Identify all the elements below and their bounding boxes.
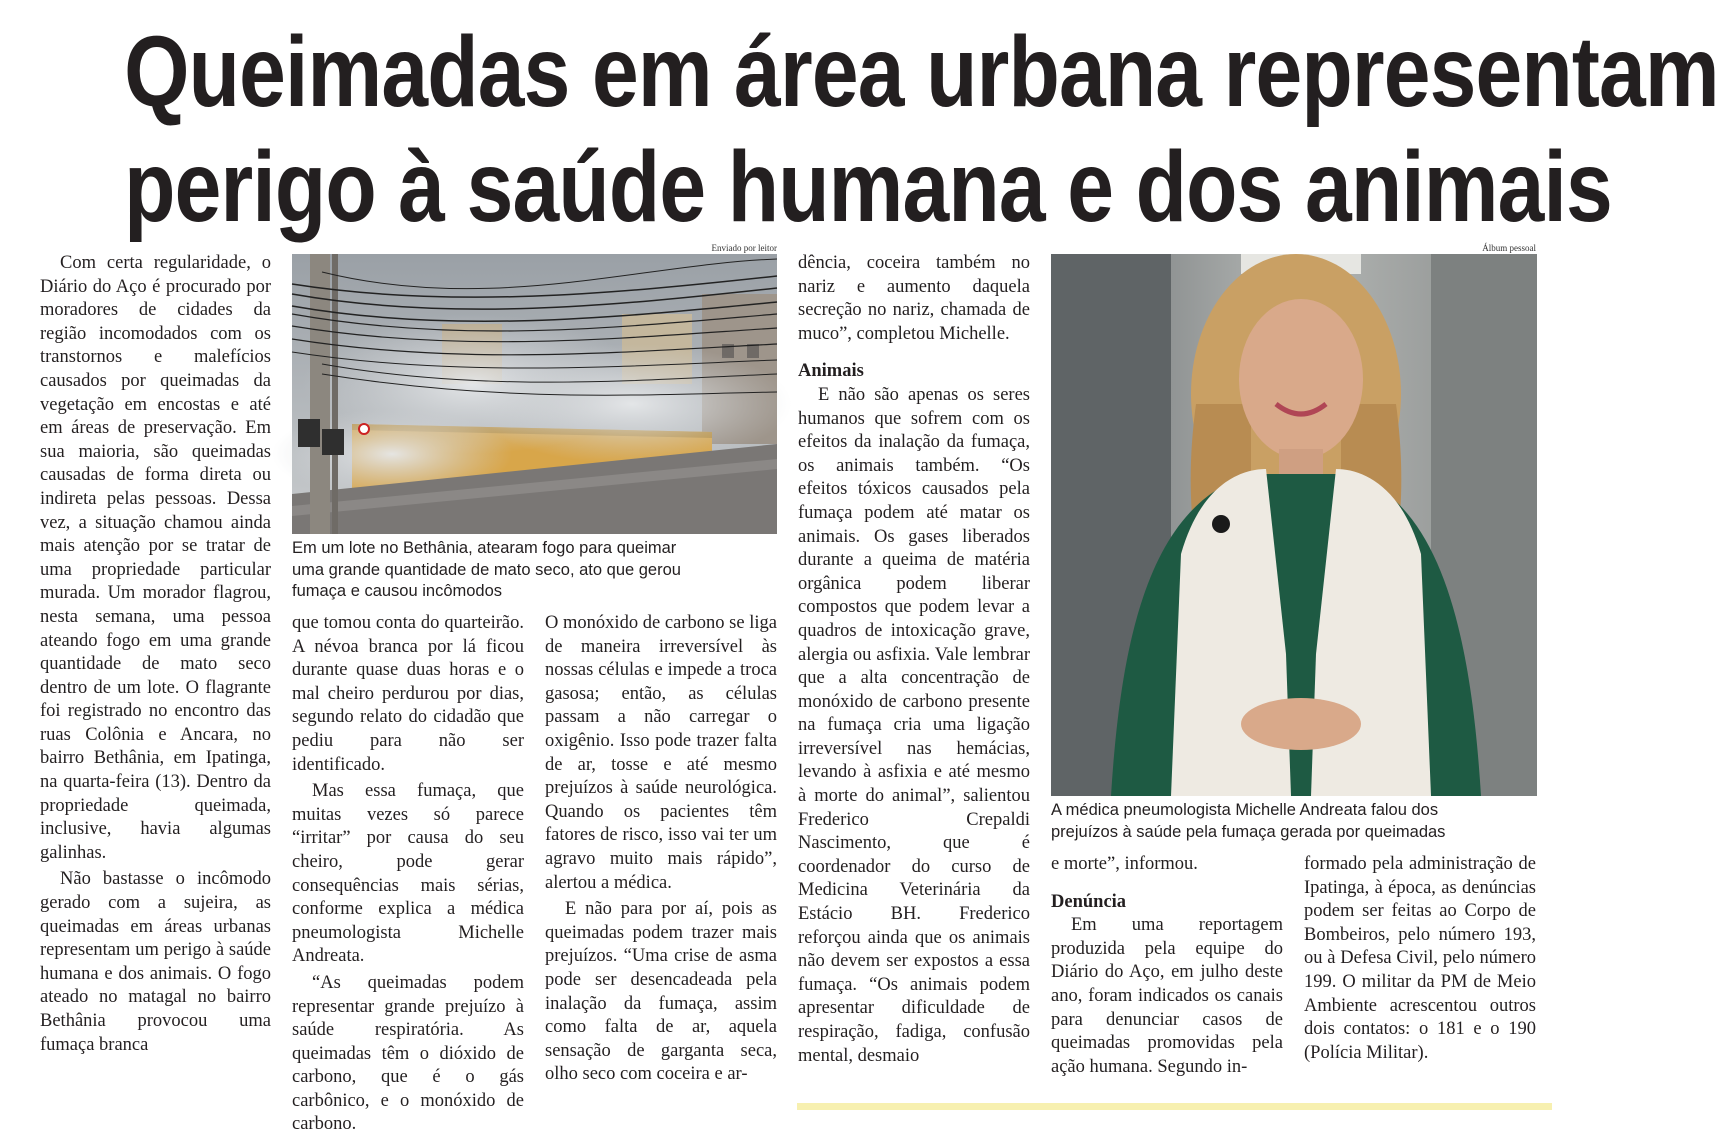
caption-line: uma grande quantidade de mato seco, ato que gerou [292,560,681,579]
paragraph: “As queimadas podem representar grande prejuízo à saúde respiratória. As queimadas têm o dióxido de carbono, que é o gás carbônico, e o monóxido de carbono. [292,972,524,1135]
photo-caption-1 [292,538,777,603]
photo-credit: Álbum pessoal [1482,243,1536,253]
caption-line: Em um lote no Bethânia, atearam fogo para queimar [292,539,677,557]
paragraph: Não bastasse o incômodo gerado com a sujeira, as queimadas em áreas urbanas representam um perigo à saúde humana e dos animais. O fogo ateado no matagal no bairro Bethânia provocou uma fumaça branca [40,869,271,1055]
caption-line: fumaça e causou incômodos [292,582,503,600]
article-column-4 [798,252,1030,1068]
paragraph: Mas essa fumaça, que muitas vezes só parece “irritar” por causa do seu cheiro, pode gerar consequências mais sérias, conforme explica a médica pneumologista Michelle Andreata. [292,781,524,967]
paragraph: E não são apenas os seres humanos que sofrem com os efeitos da inalação da fumaça, os animais também. “Os efeitos tóxicos causados pela fumaça podem até matar os animais. Os gases liberados durante a queima de matéria orgânica podem liberar compostos que podem levar a quadros de intoxicação grave, alergia ou asfixia. Vale lembrar que a alta concentração de monóxido de carbono presente na fumaça cria uma ligação irreversível nas hemácias, levando à asfixia e até mesmo à morte do animal”, salientou Frederico Crepaldi Nascimento, que é coordenador do curso de Medicina Veterinária da Estácio BH. Frederico reforçou ainda que os animais não devem ser expostos a essa fumaça. “Os animais podem apresentar dificuldade de respiração, fadiga, confusão mental, desmaio [798,384,1030,1066]
paragraph: Com certa regularidade, o Diário do Aço é procurado por moradores de cidades da região incomodados com os transtornos e malefícios causados por queimadas da vegetação em encostas e até em áreas de preservação. Em sua maioria, são queimadas causadas de forma direta ou indireta pelas pessoas. Dessa vez, a situação chamou ainda mais atenção por se tratar de uma propriedade particular murada. Um morador flagrou, nesta semana, uma pessoa ateando fogo em uma grande quantidade de mato seco dentro de um lote. O flagrante foi registrado no encontro das ruas Colônia e Ancara, no bairro Bethânia, em Ipatinga, na quarta-feira (13). Dentro da propriedade queimada, inclusive, havia algumas galinhas. [40,253,271,863]
article-column-2 [292,612,524,1137]
headline-line-1: Queimadas em área urbana representam [124,16,1719,128]
headline-line-2: perigo à saúde humana e dos animais [124,131,1612,243]
article-column-1 [40,252,271,1057]
paragraph: Em uma reportagem produzida pela equipe do Diário do Aço, em julho deste ano, foram indicados os canais para denunciar casos de queimadas promovidas pela ação humana. Segundo in- [1051,915,1283,1077]
section-heading-animais: Animais [798,361,864,382]
paragraph: e morte”, informou. [1051,854,1198,874]
smoke-street-photo [292,254,777,534]
caption-line: A médica pneumologista Michelle Andreata falou dos [1051,801,1439,819]
paragraph: dência, coceira também no nariz e aumento daquela secreção no nariz, chamada de muco”, completou Michelle. [798,253,1030,344]
paragraph: que tomou conta do quarteirão. A névoa branca por lá ficou durante quase duas horas e o mal cheiro perdurou por dias, segundo relato do cidadão que pediu para não ser identificado. [292,613,524,775]
paragraph: O monóxido de carbono se liga de maneira irreversível às nossas células e impede a troca gasosa; então, as células passam a não carregar o oxigênio. Isso pode trazer falta de ar, tosse e até mesmo prejuízos à saúde neurológica. Quando os pacientes têm fatores de risco, isso vai ter um agravo muito mais rápido”, alertou a médica. [545,613,777,893]
paragraph: formado pela administração de Ipatinga, à época, as denúncias podem ser feitas ao Corpo de Bombeiros, pelo número 193, ou à Defesa Civil, pelo número 199. O militar da PM de Meio Ambiente acrescentou outros dois contatos: o 181 e o 190 (Polícia Militar). [1304,854,1536,1063]
photo-credit: Enviado por leitor [711,243,777,253]
bottom-color-band [797,1103,1552,1110]
article-column-5 [1051,853,1283,1079]
article-column-3 [545,612,777,1087]
caption-line: prejuízos à saúde pela fumaça gerada por queimadas [1051,822,1446,841]
photo-caption-2 [1051,800,1537,843]
section-heading-denuncia: Denúncia [1051,891,1127,912]
doctor-portrait-photo [1051,254,1537,796]
paragraph: E não para por aí, pois as queimadas podem trazer mais prejuízos. “Uma crise de asma pode ser desencadeada pela inalação da fumaça, assim como falta de ar, aquela sensação de garganta seca, olho seco com coceira e ar- [545,899,777,1085]
article-column-6 [1304,853,1536,1065]
